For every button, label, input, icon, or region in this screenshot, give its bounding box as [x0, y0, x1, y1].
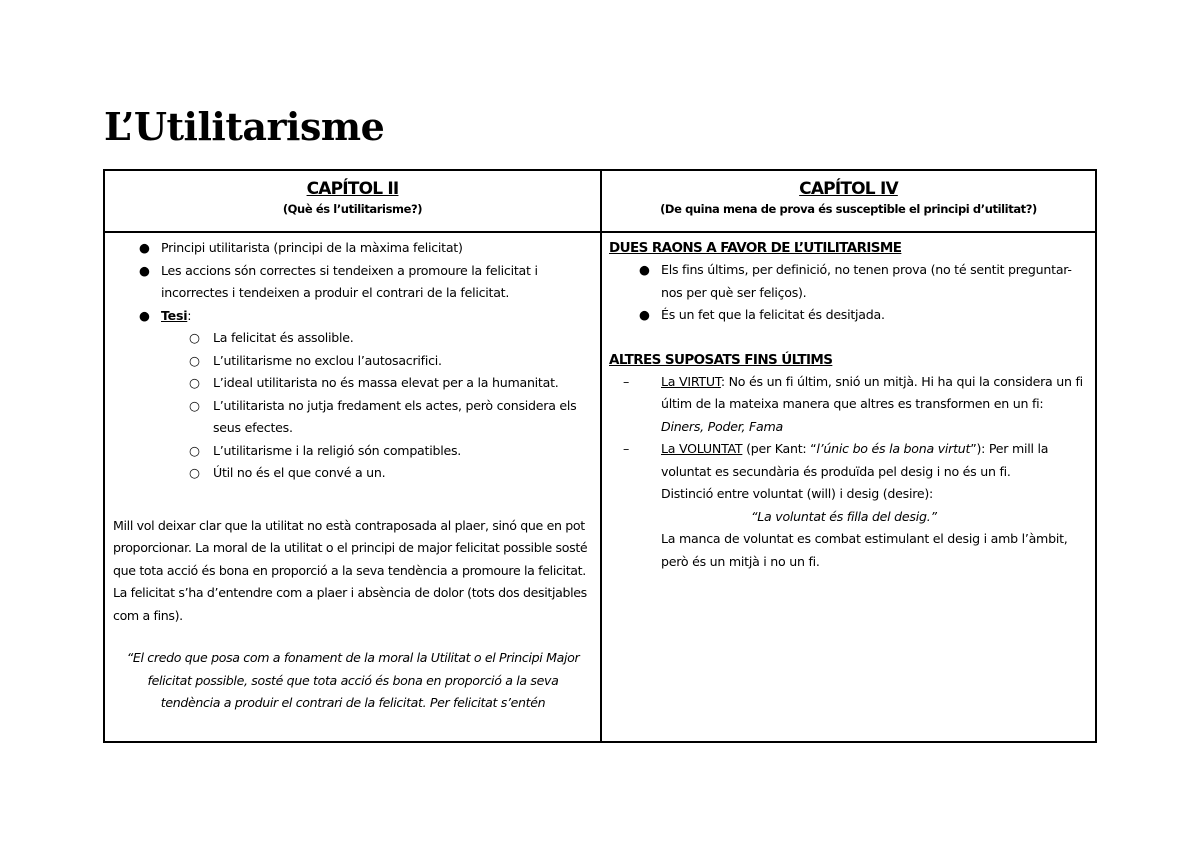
circle-bullet-icon: ○ [189, 352, 200, 368]
list-item-text: Útil no és el que convé a un. [213, 465, 386, 480]
section-heading-other-ends: ALTRES SUPOSATS FINS ÚLTIMS [609, 351, 833, 368]
reasons-bullet-list [609, 259, 1091, 327]
list-item [113, 260, 593, 305]
dash-bullet-icon: – [623, 373, 630, 389]
header-cell-chapter-4 [602, 177, 1095, 217]
list-item-text: L’ideal utilitarista no és massa elevat per a la humanitat. [213, 375, 559, 390]
tesi-label: Tesi [161, 307, 188, 323]
voluntat-distinction: Distinció entre voluntat (will) i desig (desire): [661, 486, 934, 501]
list-item [113, 440, 593, 463]
circle-bullet-icon: ○ [189, 442, 200, 458]
list-item-text: Principi utilitarista (principi de la màxima felicitat) [161, 240, 463, 255]
list-item-virtut [609, 371, 1091, 439]
term-virtut: La VIRTUT [661, 373, 721, 389]
virtut-text: : No és un fi últim, snió un mitjà. Hi ha qui la considera un fi últim de la mateixa manera que altres es transformen en un fi: [661, 373, 1083, 411]
list-item [113, 372, 593, 395]
circle-bullet-icon: ○ [189, 397, 200, 413]
list-item-text: La felicitat és assolible. [213, 330, 354, 345]
bullet-icon: ● [139, 240, 150, 255]
list-item [609, 259, 1091, 304]
tesi-colon: : [187, 307, 192, 323]
chapter-4-question: (De quina mena de prova és susceptible el principi d’utilitat?) [660, 202, 1037, 216]
voluntat-conclusion: La manca de voluntat es combat estimulant el desig i amb l’àmbit, però és un mitjà i no un fi. [661, 531, 1068, 569]
circle-bullet-icon: ○ [189, 375, 200, 390]
other-ends-list [609, 371, 1091, 574]
kant-quote: l’únic bo és la bona virtut [816, 441, 971, 456]
chapter-2-bullet-list [113, 237, 593, 485]
list-item-text: Les accions són correctes si tendeixen a promoure la felicitat i incorrectes i tendeixen a produir el contrari de la felicitat. [161, 262, 538, 300]
chapter-4-title: CAPÍTOL IV [799, 179, 898, 199]
voluntat-quote: “La voluntat és filla del desig.” [751, 508, 937, 524]
list-item-text: Els fins últims, per definició, no tenen prova (no té sentit preguntar-nos per què ser feliços). [661, 262, 1072, 300]
list-item-text: L’utilitarisme i la religió són compatibles. [213, 442, 462, 458]
chapter-4-content [609, 237, 1091, 573]
chapter-2-question: (Què és l’utilitarisme?) [282, 202, 423, 216]
mill-paragraph: Mill vol deixar clar que la utilitat no està contraposada al plaer, sinó que en pot proporcionar. La moral de la utilitat o el principi de major felicitat possible sosté que tota acció és bona en proporció a la seva tendència a promoure la felicitat. La felicitat s’ha d’entendre com a plaer i absència de dolor (tots dos desitjables com a fins). [113, 517, 588, 623]
list-item-voluntat [609, 438, 1091, 573]
header-divider [105, 231, 1095, 233]
bullet-icon: ● [639, 307, 650, 322]
page-title: L’Utilitarisme [104, 104, 385, 149]
list-item [113, 237, 593, 260]
tesi-sublist [113, 327, 593, 485]
chapter-2-content [113, 237, 593, 715]
virtut-examples: Diners, Poder, Fama [661, 418, 783, 434]
list-item-text: L’utilitarista no jutja fredament els actes, però considera els seus efectes. [213, 397, 577, 435]
list-item [113, 395, 593, 440]
list-item [113, 350, 593, 373]
section-heading-reasons: DUES RAONS A FAVOR DE L’UTILITARISME [609, 240, 902, 256]
term-voluntat: La VOLUNTAT [661, 441, 743, 456]
mill-quote: “El credo que posa com a fonament de la moral la Utilitat o el Principi Major felicitat possible, sosté que tota acció és bona en proporció a la seva tendència a produir el contrari de la felicitat. Per felicitat s’entén [126, 650, 580, 710]
list-item [113, 327, 593, 350]
voluntat-post-quote: ”): Per mill la voluntat es secundària és produïda pel desig i no és un fi. [661, 441, 1049, 479]
list-item-text: És un fet que la felicitat és desitjada. [661, 307, 885, 322]
header-cell-chapter-2 [105, 177, 600, 217]
dash-bullet-icon: – [623, 441, 630, 456]
chapter-2-title: CAPÍTOL II [306, 179, 399, 199]
list-item [113, 462, 593, 485]
circle-bullet-icon: ○ [189, 465, 200, 480]
circle-bullet-icon: ○ [189, 330, 200, 345]
bullet-icon: ● [139, 262, 150, 278]
list-item-text: L’utilitarisme no exclou l’autosacrifici. [213, 352, 442, 368]
bullet-icon: ● [139, 307, 150, 323]
list-item [609, 304, 1091, 327]
bullet-icon: ● [639, 262, 650, 277]
notes-table [103, 169, 1097, 743]
voluntat-pre-quote: (per Kant: “ [742, 441, 817, 456]
column-divider [600, 171, 602, 741]
list-item [113, 305, 593, 485]
